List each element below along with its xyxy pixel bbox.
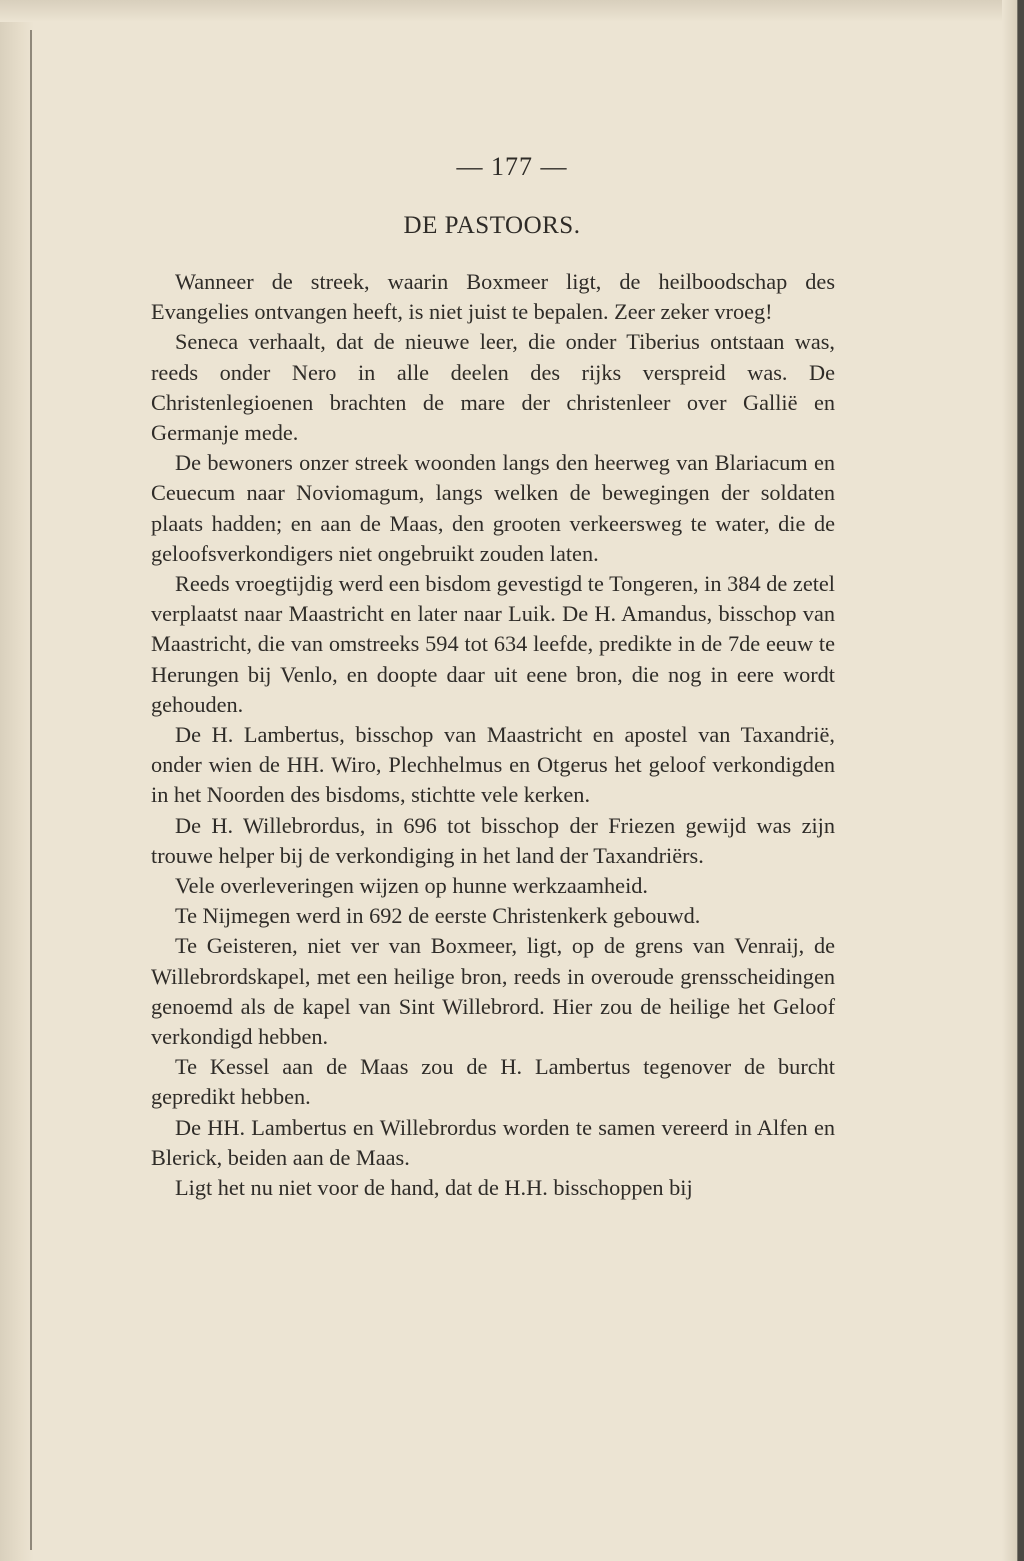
paragraph: Vele overleveringen wijzen op hunne werkzaamheid. xyxy=(175,873,648,899)
paragraph: Wanneer de streek, waarin Boxmeer ligt, de heilboodschap des Evangelies ontvangen heeft, is niet juist te bepalen. Zeer zeker vroeg! xyxy=(151,269,835,325)
binding-line xyxy=(30,30,32,1550)
paragraph: De H. Willebrordus, in 696 tot bisschop der Friezen gewijd was zijn trouwe helper bij de verkondiging in het land der Taxandriërs. xyxy=(151,812,835,868)
paragraph: Reeds vroegtijdig werd een bisdom gevestigd te Tongeren, in 384 de zetel verplaatst naar Maastricht en later naar Luik. De H. Amandus, bisschop van Maastricht, die van omstreeks 594 tot 634 leefde, predikte in de 7de eeuw te Herungen bij Venlo, en doopte daar uit eene bron, die nog in eere wordt gehouden. xyxy=(151,571,835,717)
paragraph: Te Kessel aan de Maas zou de H. Lambertus tegenover de burcht gepredikt hebben. xyxy=(151,1054,835,1110)
page-number: — 177 — xyxy=(456,152,568,181)
paragraph: Te Geisteren, niet ver van Boxmeer, ligt, op de grens van Venraij, de Willebrordskapel, met een heilige bron, reeds in overoude grensscheidingen genoemd als de kapel van Sint Willebrord. Hier zou de heilige het Geloof verkondigd hebben. xyxy=(151,933,835,1050)
paragraph: Ligt het nu niet voor de hand, dat de H.H. bisschoppen bij xyxy=(175,1175,693,1201)
top-edge xyxy=(0,0,1024,22)
chapter-title: DE PASTOORS. xyxy=(403,212,581,239)
right-edge xyxy=(1002,0,1024,1561)
paragraph: Te Nijmegen werd in 692 de eerste Christenkerk gebouwd. xyxy=(175,903,701,929)
body-text xyxy=(151,267,835,1203)
paragraph: Seneca verhaalt, dat de nieuwe leer, die onder Tiberius ontstaan was, reeds onder Nero in alle deelen des rijks verspreid was. De Christenlegioenen brachten de mare der christenleer over Gallië en Germanje mede. xyxy=(151,329,835,446)
paragraph: De HH. Lambertus en Willebrordus worden te samen vereerd in Alfen en Blerick, beiden aan de Maas. xyxy=(151,1114,835,1170)
paragraph: De bewoners onzer streek woonden langs den heerweg van Blariacum en Ceuecum naar Noviomagum, langs welken de bewegingen der soldaten plaats hadden; en aan de Maas, den grooten verkeersweg te water, die de geloofsverkondigers niet ongebruikt zouden laten. xyxy=(151,450,835,566)
paragraph: De H. Lambertus, bisschop van Maastricht en apostel van Taxandrië, onder wien de HH. Wiro, Plechhelmus en Otgerus het geloof verkondigden in het Noorden des bisdoms, stichtte vele kerken. xyxy=(151,722,835,808)
